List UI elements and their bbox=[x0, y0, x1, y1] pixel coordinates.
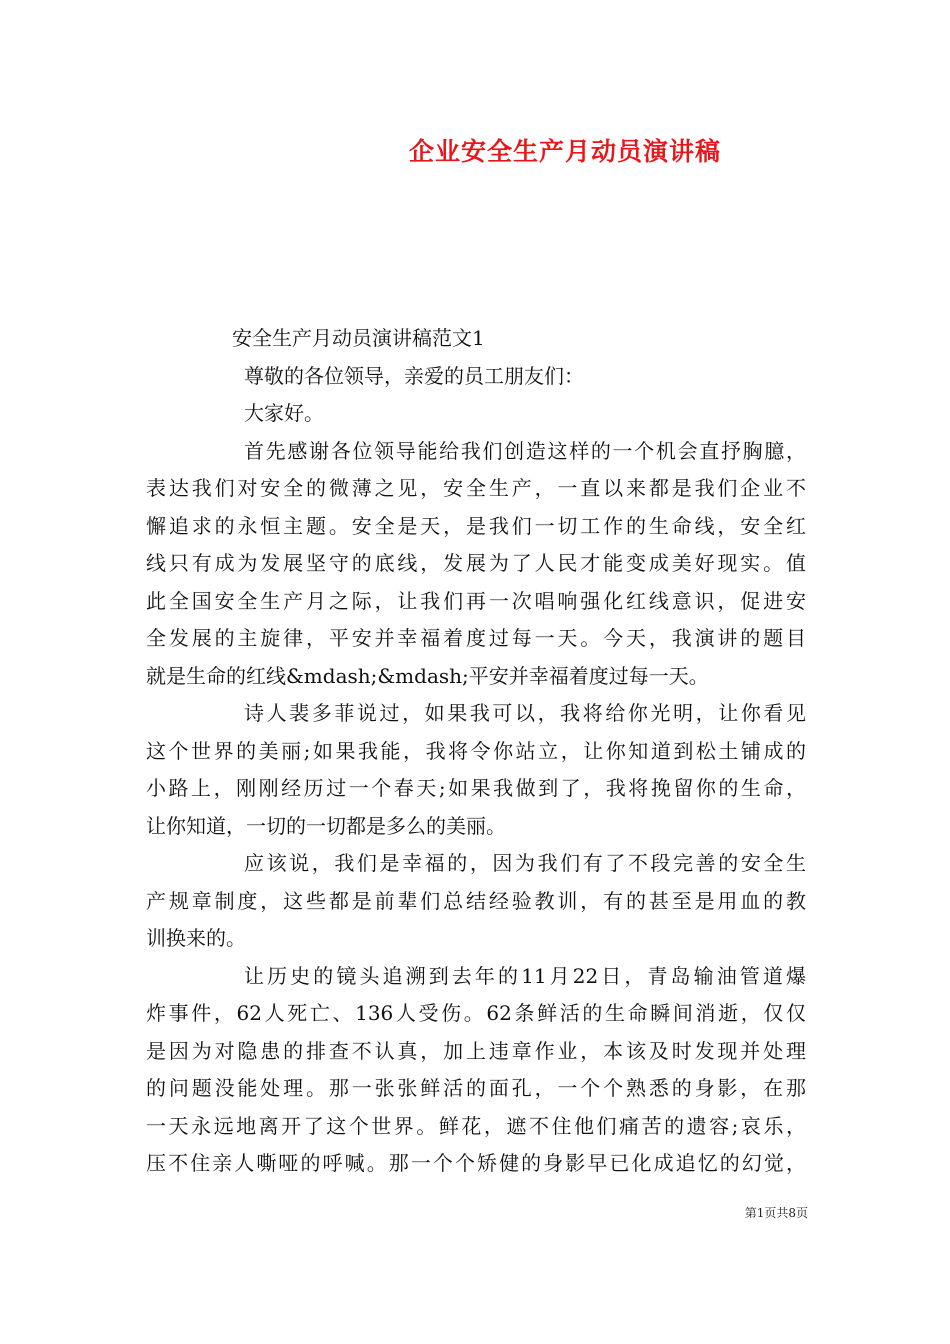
paragraph-line: 表达我们对安全的微薄之见，安全生产，一直以来都是我们企业不 bbox=[146, 476, 806, 500]
paragraph-line: 首先感谢各位领导能给我们创造这样的一个机会直抒胸臆， bbox=[244, 438, 806, 463]
paragraph-line: 让历史的镜头追溯到去年的11月22日，青岛输油管道爆 bbox=[244, 963, 806, 988]
salutation: 尊敬的各位领导，亲爱的员工朋友们： bbox=[244, 363, 584, 388]
paragraph-line: 就是生命的红线&mdash;&mdash;平安并幸福着度过每一天。 bbox=[146, 663, 709, 688]
subtitle: 安全生产月动员演讲稿范文1 bbox=[232, 326, 485, 350]
paragraph-line: 一天永远地离开了这个世界。鲜花，遮不住他们痛苦的遗容;哀乐， bbox=[146, 1113, 806, 1138]
page-number: 第1页共8页 bbox=[744, 1206, 808, 1220]
paragraph-line: 应该说，我们是幸福的，因为我们有了不段完善的安全生 bbox=[244, 851, 806, 875]
paragraph-line: 炸事件，62人死亡、136人受伤。62条鲜活的生命瞬间消逝，仅仅 bbox=[146, 1001, 806, 1025]
paragraph-line: 此全国安全生产月之际，让我们再一次唱响强化红线意识，促进安 bbox=[146, 588, 806, 613]
paragraph-line: 压不住亲人嘶哑的呼喊。那一个个矫健的身影早已化成追忆的幻觉， bbox=[146, 1151, 806, 1175]
paragraph-line: 诗人裴多菲说过，如果我可以，我将给你光明，让你看见 bbox=[244, 701, 806, 725]
paragraph-line: 的问题没能处理。那一张张鲜活的面孔，一个个熟悉的身影，在那 bbox=[146, 1076, 806, 1100]
greeting: 大家好。 bbox=[244, 401, 324, 425]
paragraph-1 bbox=[146, 433, 806, 696]
paragraph-line: 小路上，刚刚经历过一个春天;如果我做到了，我将挽留你的生命， bbox=[146, 776, 806, 800]
paragraph-line: 全发展的主旋律，平安并幸福着度过每一天。今天，我演讲的题目 bbox=[146, 626, 806, 650]
paragraph-4 bbox=[146, 958, 806, 1183]
paragraph-line: 让你知道，一切的一切都是多么的美丽。 bbox=[146, 813, 506, 838]
paragraph-line: 线只有成为发展坚守的底线，发展为了人民才能变成美好现实。值 bbox=[146, 551, 806, 575]
document-body bbox=[146, 320, 806, 1183]
document-title: 企业安全生产月动员演讲稿 bbox=[408, 137, 721, 166]
paragraph-line: 训换来的。 bbox=[146, 926, 246, 950]
paragraph-3 bbox=[146, 845, 806, 958]
paragraph-line: 懈追求的永恒主题。安全是天，是我们一切工作的生命线，安全红 bbox=[146, 513, 806, 538]
paragraph-line: 产规章制度，这些都是前辈们总结经验教训，有的甚至是用血的教 bbox=[146, 888, 806, 913]
paragraph-2 bbox=[146, 695, 806, 845]
paragraph-line: 是因为对隐患的排查不认真，加上违章作业，本该及时发现并处理 bbox=[146, 1038, 806, 1063]
paragraph-line: 这个世界的美丽;如果我能，我将令你站立，让你知道到松土铺成的 bbox=[146, 738, 806, 763]
